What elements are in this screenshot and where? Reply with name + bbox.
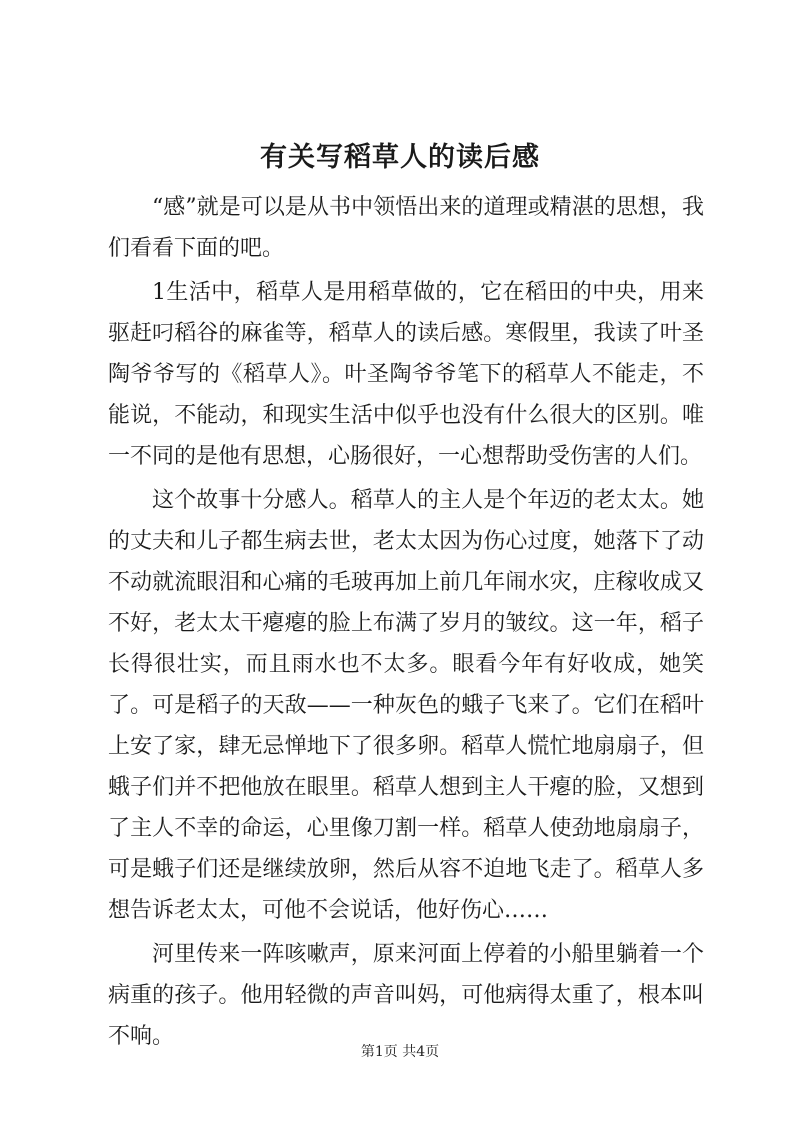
article-body xyxy=(108,187,704,1057)
paragraph-scarecrow-description: 1生活中，稻草人是用稻草做的，它在稻田的中央，用来驱赶叼稻谷的麻雀等，稻草人的读后感。寒假里，我读了叶圣陶爷爷写的《稻草人》。叶圣陶爷爷笔下的稻草人不能走，不能说，不能动，和现实生活中似乎也没有什么很大的区别。唯一不同的是他有思想，心肠很好，一心想帮助受伤害的人们。 xyxy=(108,280,704,469)
paragraph-intro: “感”就是可以是从书中领悟出来的道理或精湛的思想，我们看看下面的吧。 xyxy=(108,195,704,261)
page-number-footer: 第1页 共4页 xyxy=(360,1044,440,1060)
paragraph-story: 这个故事十分感人。稻草人的主人是个年迈的老太太。她的丈夫和儿子都生病去世，老太太因为伤心过度，她落下了动不动就流眼泪和心痛的毛玻再加上前几年闹水灾，庄稼收成又不好，老太太干瘪瘪的脸上布满了岁月的皱纹。这一年，稻子长得很壮实，而且雨水也不太多。眼看今年有好收成，她笑了。可是稻子的天敌——一种灰色的蛾子飞来了。它们在稻叶上安了家，肆无忌惮地下了很多卵。稻草人慌忙地扇扇子，但蛾子们并不把他放在眼里。稻草人想到主人干瘪的脸，又想到了主人不幸的命运，心里像刀割一样。稻草人使劲地扇扇子，可是蛾子们还是继续放卵，然后从容不迫地飞走了。稻草人多想告诉老太太，可他不会说话，他好伤心…… xyxy=(108,488,704,923)
page-title: 有关写稻草人的读后感 xyxy=(260,142,540,173)
paragraph-river: 河里传来一阵咳嗽声，原来河面上停着的小船里躺着一个病重的孩子。他用轻微的声音叫妈，可他病得太重了，根本叫不响。 xyxy=(108,942,704,1049)
